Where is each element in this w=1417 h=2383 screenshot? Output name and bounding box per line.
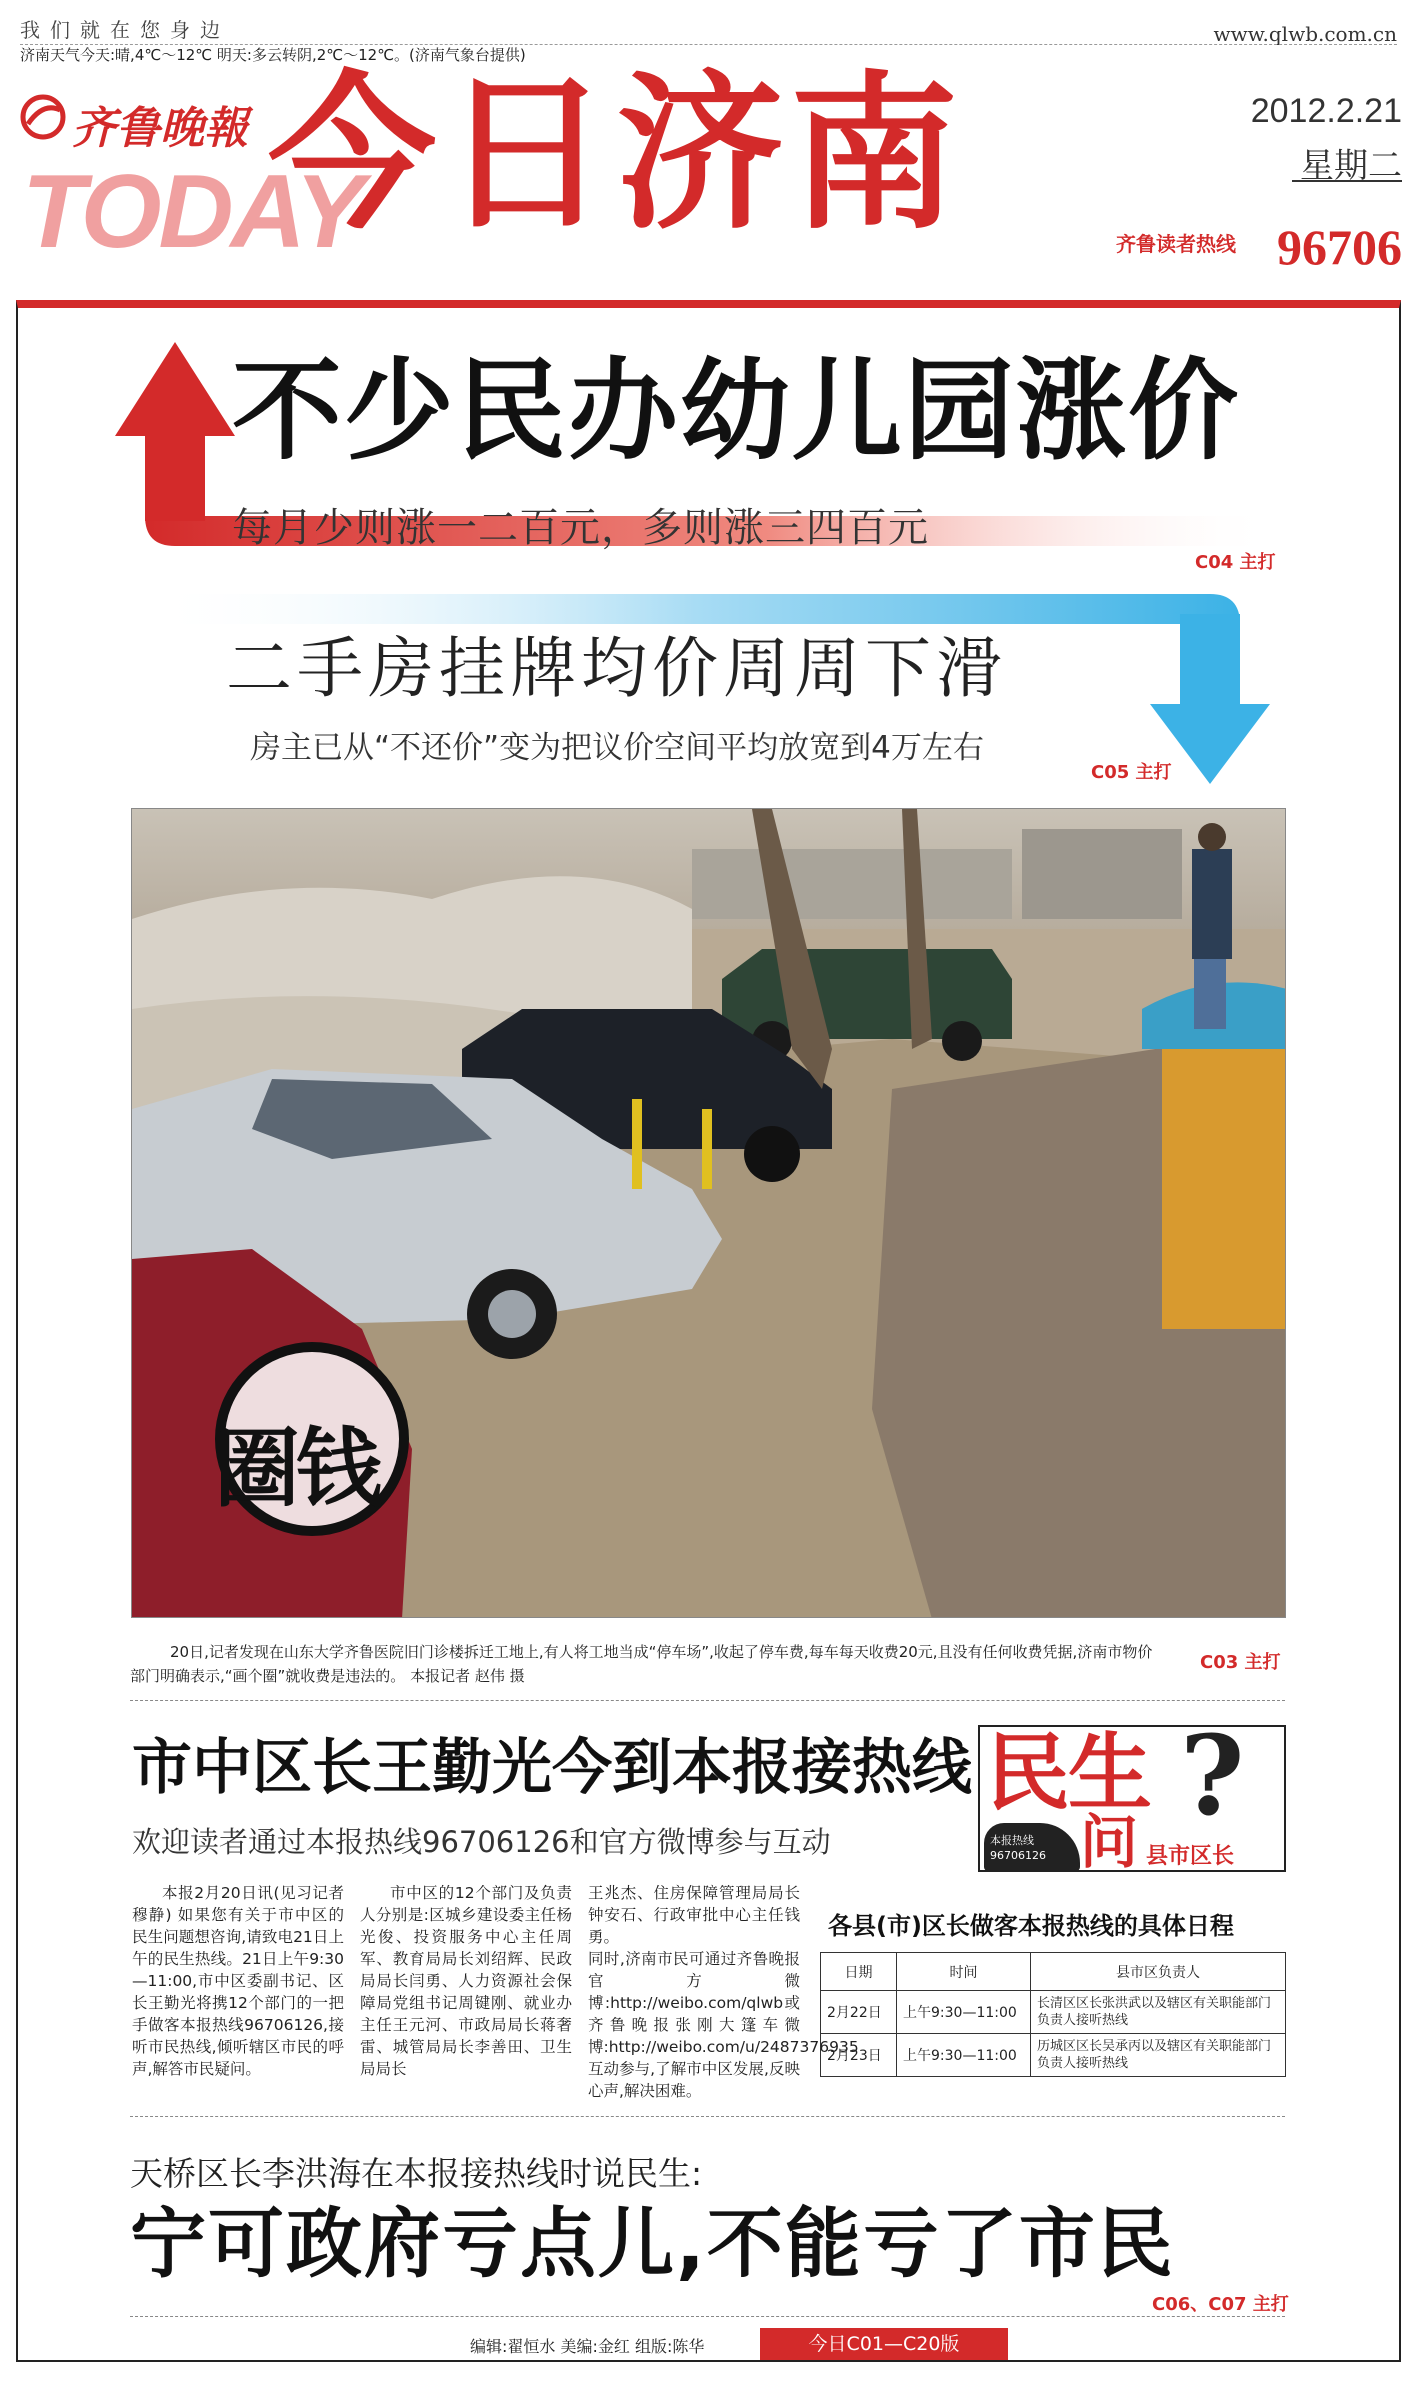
hotline-story-title[interactable]: 市中区长王勤光今到本报接热线: [132, 1733, 972, 1803]
schedule-header-person: 县市区负责人: [1031, 1953, 1286, 1991]
schedule-title: 各县(市)区长做客本报热线的具体日程: [828, 1912, 1234, 1940]
schedule-time: 上午9:30—11:00: [897, 2034, 1031, 2077]
schedule-table: [820, 1952, 1286, 2077]
lead-photo[interactable]: [131, 808, 1286, 1618]
schedule-person: 长清区区长张洪武以及辖区有关职能部门负责人接听热线: [1031, 1991, 1286, 2034]
schedule-header-date: 日期: [821, 1953, 897, 1991]
question-mark-icon: ?: [1180, 1725, 1245, 1840]
issue-date: 2012.2.21: [1250, 92, 1402, 130]
today-mark: TODAY: [22, 154, 362, 270]
tianqiao-kicker: 天桥区长李洪海在本报接热线时说民生:: [130, 2154, 703, 2193]
schedule-time: 上午9:30—11:00: [897, 1991, 1031, 2034]
table-row: [821, 1991, 1286, 2034]
table-row: [821, 2034, 1286, 2077]
schedule-person: 历城区区长吴承丙以及辖区有关职能部门负责人接听热线: [1031, 2034, 1286, 2077]
headline-second-hand-housing[interactable]: 二手房挂牌均价周周下滑: [226, 630, 1007, 707]
footer-divider: [130, 2316, 1285, 2317]
headline-kindergarten[interactable]: 不少民办幼儿园涨价: [232, 347, 1240, 475]
badge-level: 县市区长: [1146, 1844, 1235, 1869]
schedule-date: 2月23日: [821, 2034, 897, 2077]
slogan: 我们就在您身边: [20, 18, 230, 42]
tianqiao-headline[interactable]: 宁可政府亏点儿,不能亏了市民: [130, 2199, 1175, 2288]
paper-name: 齐鲁晚報: [72, 103, 248, 154]
website-url[interactable]: www.qlwb.com.cn: [1213, 22, 1397, 46]
livelihood-badge: [978, 1725, 1286, 1872]
issue-weekday: 星期二: [1300, 146, 1402, 186]
story-column-2: 市中区的12个部门及负责人分别是:区城乡建设委主任杨光俊、投资服务中心主任周军、教育局局长刘绍辉、民政局局长闫勇、人力资源社会保障局党组书记周键刚、就业办主任王元河、市政局局长蒋奢雷、城管局局长李善田、卫生局局长: [360, 1884, 572, 2078]
section-divider: [130, 1700, 1285, 1701]
badge-title: 民生: [986, 1725, 1151, 1822]
story-column-1: 本报2月20日讯(见习记者 穆静) 如果您有关于市中区的民生问题想咨询,请致电21日上午的民生热线。21日上午9:30—11:00,市中区委副书记、区长王勤光将携12个部门的一把手做客本报热线96706126,接听市民热线,倾听辖区市民的呼声,解答市民疑问。: [132, 1884, 344, 2078]
badge-hotline: [990, 1833, 1046, 1863]
hotline-number[interactable]: 96706: [1277, 219, 1402, 275]
schedule-header-row: [821, 1953, 1286, 1991]
schedule-header-time: 时间: [897, 1953, 1031, 1991]
photo-caption: 20日,记者发现在山东大学齐鲁医院旧门诊楼拆迁工地上,有人将工地当成“停车场”,收起了停车费,每车每天收费20元,且没有任何收费凭据,济南市物价部门明确表示,“画个圈”就收费是违法的。 本报记者 赵伟 摄: [130, 1643, 1153, 1685]
headline-kindergarten-subtitle: 每月少则涨一二百元，多则涨三四百元: [232, 505, 929, 551]
badge-hotline-label: 本报热线: [990, 1834, 1034, 1847]
date-rule: [1292, 180, 1402, 182]
paper-logo-icon: [20, 94, 66, 140]
photo-stamp-text: 圈钱: [214, 1419, 378, 1519]
page-ref-c06-c07[interactable]: C06、C07 主打: [1152, 2294, 1289, 2315]
hotline-label: 齐鲁读者热线: [1116, 232, 1236, 256]
badge-wen: 问: [1080, 1808, 1139, 1872]
story-column-3: 王兆杰、住房保障管理局局长钟安石、行政审批中心主任钱勇。 同时,济南市民可通过齐鲁晚报官方微博:http://weibo.com/qlwb或齐鲁晚报张刚大篷车微博:http://weibo.com/u/2487376935互动参与,了解市中区发展,反映心声,解决困难。: [588, 1884, 859, 2100]
page-range-badge[interactable]: 今日C01—C20版: [760, 2328, 1008, 2360]
schedule-date: 2月22日: [821, 1991, 897, 2034]
badge-hotline-number: 96706126: [990, 1849, 1046, 1862]
page-ref-c04[interactable]: C04 主打: [1195, 552, 1276, 573]
editor-credits: 编辑:翟恒水 美编:金红 组版:陈华: [470, 2337, 705, 2356]
page-ref-c03[interactable]: C03 主打: [1200, 1652, 1281, 1673]
page-ref-c05[interactable]: C05 主打: [1091, 762, 1172, 783]
section-title: 今日济南: [268, 56, 964, 252]
hotline-story-subtitle: 欢迎读者通过本报热线96706126和官方微博参与互动: [132, 1825, 831, 1859]
headline-housing-subtitle: 房主已从“不还价”变为把议价空间平均放宽到4万左右: [250, 730, 984, 766]
weather-line: 济南天气今天:晴,4℃～12℃ 明天:多云转阴,2℃～12℃。(济南气象台提供): [20, 46, 526, 64]
section-divider: [130, 2116, 1285, 2117]
